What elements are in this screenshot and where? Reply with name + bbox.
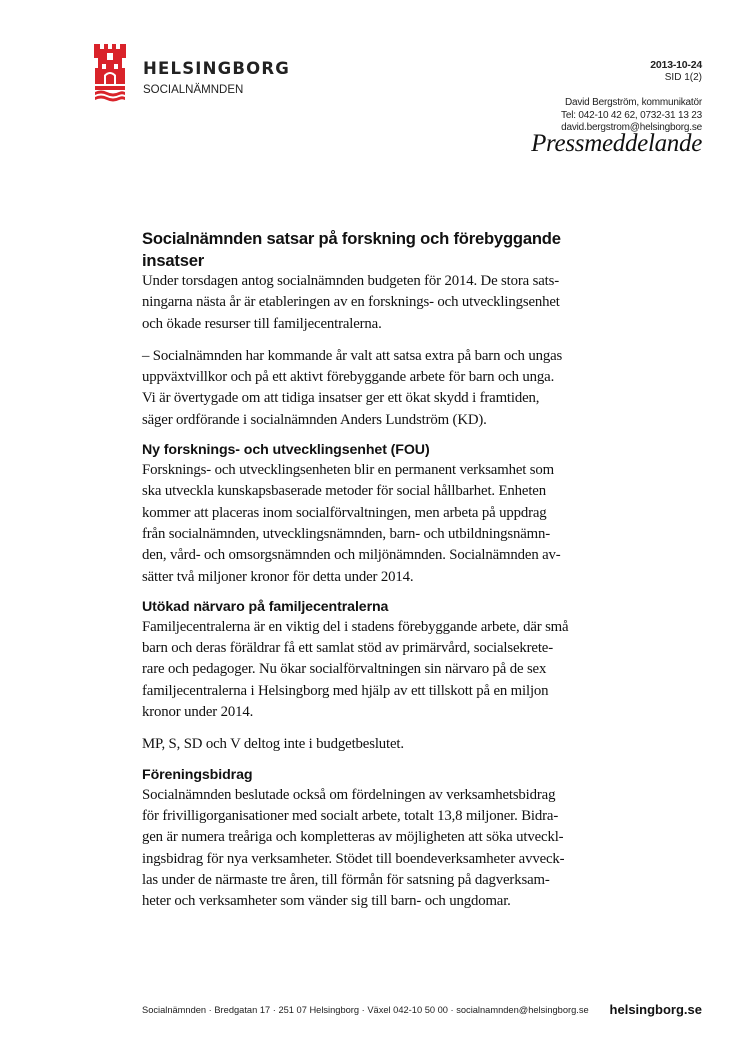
text-line: las under de närmaste tre åren, till förmån för satsning på dagverksam-	[142, 871, 550, 888]
section-paragraph-foreningsbidrag	[142, 785, 624, 913]
text-line: kronor under 2014.	[142, 704, 254, 721]
title-line: Socialnämnden satsar på forskning och förebyggande	[142, 229, 561, 248]
text-line: Forsknings- och utvecklingsenheten blir en permanent verksamhet som	[142, 462, 554, 479]
footer-address: Socialnämnden · Bredgatan 17 · 251 07 Helsingborg · Växel 042-10 50 00 · socialnamnden@helsingborg.se	[142, 1005, 589, 1015]
contact-email: david.bergstrom@helsingborg.se	[561, 122, 702, 133]
text-line: för frivilligorganisationer med socialt arbete, totalt 13,8 miljoner. Bidra-	[142, 807, 559, 824]
text-line: Familjecentralerna är en viktig del i stadens förebyggande arbete, där små	[142, 618, 569, 635]
section-paragraph-fou	[142, 460, 624, 588]
section-heading-familjecentraler: Utökad närvaro på familjecentralerna	[142, 598, 389, 615]
document-date: 2013-10-24	[650, 59, 702, 71]
intro-paragraph	[142, 271, 624, 335]
department-name: SOCIALNÄMNDEN	[143, 84, 244, 96]
text-line: MP, S, SD och V deltog inte i budgetbeslutet.	[142, 736, 404, 753]
text-line: Under torsdagen antog socialnämnden budgeten för 2014. De stora sats-	[142, 273, 559, 289]
text-line: ska utveckla kunskapsbaserade metoder för social hållbarhet. Enheten	[142, 483, 546, 500]
article-title	[142, 228, 624, 271]
contact-block	[561, 97, 702, 135]
text-line: ingsbidrag för nya verksamheter. Stödet till boendeverksamheter avveck-	[142, 850, 565, 867]
contact-name-role: David Bergström, kommunikatör	[564, 97, 702, 108]
text-line: och ökade resurser till familjecentralerna.	[142, 315, 382, 332]
text-line: den, vård- och omsorgsnämnden och miljönämnden. Socialnämnden av-	[142, 547, 561, 564]
text-line: sätter två miljoner kronor för detta under 2014.	[142, 568, 414, 585]
article-body	[142, 228, 624, 912]
contact-phone: Tel: 042-10 42 62, 0732-31 13 23	[561, 109, 702, 121]
footer-website-link[interactable]: helsingborg.se	[609, 1002, 702, 1017]
quote-paragraph	[142, 346, 624, 431]
document-meta	[650, 59, 702, 84]
text-line: kommer att placeras inom socialförvaltningen, men arbeta på uppdrag	[142, 504, 547, 521]
text-line: gen är numera treåriga och kompletteras av möjligheten att söka utveckl-	[142, 829, 564, 846]
organization-name: HELSINGBORG	[143, 59, 291, 78]
text-line: säger ordförande i socialnämnden Anders Lundström (KD).	[142, 411, 487, 428]
text-line: rare och pedagoger. Nu ökar socialförvaltningen sin närvaro på de sex	[142, 661, 547, 678]
text-line: ningarna nästa år är etableringen av en forsknings- och utvecklingsenhet	[142, 294, 560, 311]
helsingborg-castle-crest-icon	[92, 42, 128, 102]
text-line: familjecentralerna i Helsingborg med hjälp av ett tillskott på en miljon	[142, 682, 549, 699]
section-heading-foreningsbidrag: Föreningsbidrag	[142, 766, 253, 783]
text-line: heter och verksamheter som vänder sig till barn- och ungdomar.	[142, 893, 511, 910]
document-type-heading: Pressmeddelande	[531, 130, 702, 157]
title-line: insatser	[142, 250, 205, 270]
text-line: – Socialnämnden har kommande år valt att satsa extra på barn och ungas	[142, 347, 563, 364]
text-line: uppväxtvillkor och på ett aktivt förebyggande arbete för barn och unga.	[142, 369, 555, 386]
budget-note-paragraph	[142, 734, 624, 755]
text-line: från socialnämnden, utvecklingsnämnden, barn- och utbildningsnämn-	[142, 525, 551, 542]
page-number: SID 1(2)	[664, 72, 702, 83]
text-line: Vi är övertygade om att tidiga insatser ger ett ökat skydd i framtiden,	[142, 390, 540, 407]
text-line: Socialnämnden beslutade också om fördelningen av verksamhetsbidrag	[142, 786, 556, 803]
text-line: barn och deras föräldrar få ett samlat stöd av primärvård, socialsekrete-	[142, 640, 553, 657]
section-paragraph-familjecentraler	[142, 617, 624, 723]
section-heading-fou: Ny forsknings- och utvecklingsenhet (FOU)	[142, 442, 430, 459]
